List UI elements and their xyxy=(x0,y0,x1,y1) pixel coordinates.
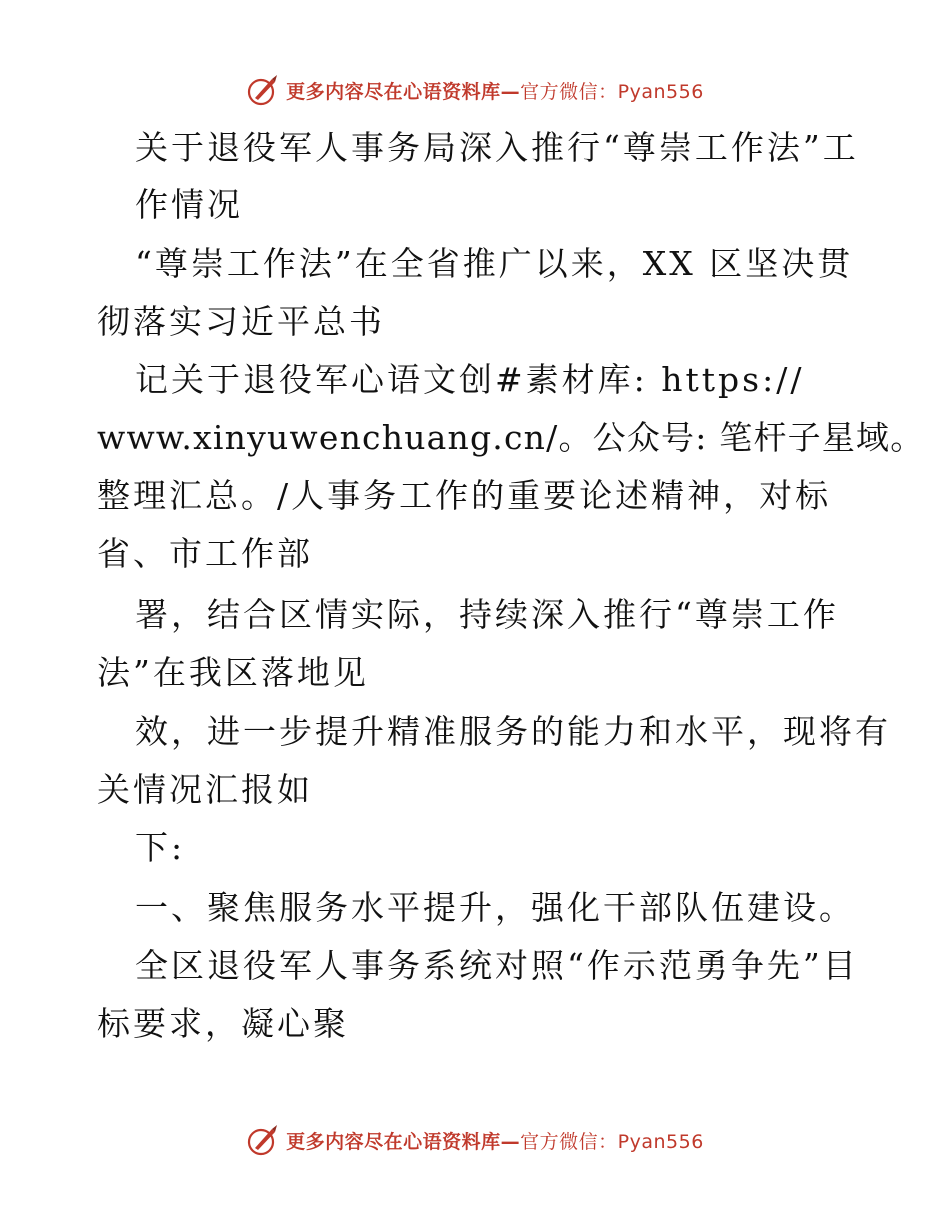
watermark-dash: — xyxy=(500,1130,521,1153)
doc-line-6: www.xinyuwenchuang.cn/。公众号: 笔杆子星域。 xyxy=(97,418,925,457)
doc-line-4: 彻落实习近平总书 xyxy=(97,302,385,341)
quill-pen-logo-icon xyxy=(246,1123,280,1157)
doc-line-title-1: 关于退役军人事务局深入推行“尊崇工作法”工 xyxy=(135,128,859,167)
doc-line-title-2: 作情况 xyxy=(135,185,243,224)
watermark-dash: — xyxy=(500,80,521,103)
watermark-text xyxy=(286,1127,704,1154)
doc-line-8: 省、市工作部 xyxy=(97,534,313,573)
doc-line-9: 署，结合区情实际，持续深入推行“尊崇工作 xyxy=(135,595,839,634)
doc-line-13: 下: xyxy=(135,828,186,867)
doc-line-16: 标要求，凝心聚 xyxy=(97,1004,349,1043)
doc-line-heading-1: 一、聚焦服务水平提升，强化干部队伍建设。 xyxy=(135,888,855,927)
doc-line-15: 全区退役军人事务系统对照“作示范勇争先”目 xyxy=(135,946,859,985)
watermark-wechat-text: 官方微信：Pyan556 xyxy=(520,80,704,103)
footer-watermark xyxy=(0,1120,950,1160)
watermark-wechat-text: 官方微信：Pyan556 xyxy=(520,1130,704,1153)
watermark-site-text: 更多内容尽在心语资料库 xyxy=(286,1130,501,1153)
doc-line-5: 记关于退役军心语文创#素材库: https:// xyxy=(135,360,805,399)
watermark-site-text: 更多内容尽在心语资料库 xyxy=(286,80,501,103)
doc-line-11: 效，进一步提升精准服务的能力和水平，现将有 xyxy=(135,712,891,751)
doc-line-10: 法”在我区落地见 xyxy=(97,653,369,692)
doc-line-7: 整理汇总。/人事务工作的重要论述精神，对标 xyxy=(97,476,832,515)
doc-line-3: “尊崇工作法”在全省推广以来，XX 区坚决贯 xyxy=(135,244,854,283)
doc-line-12: 关情况汇报如 xyxy=(97,770,313,809)
